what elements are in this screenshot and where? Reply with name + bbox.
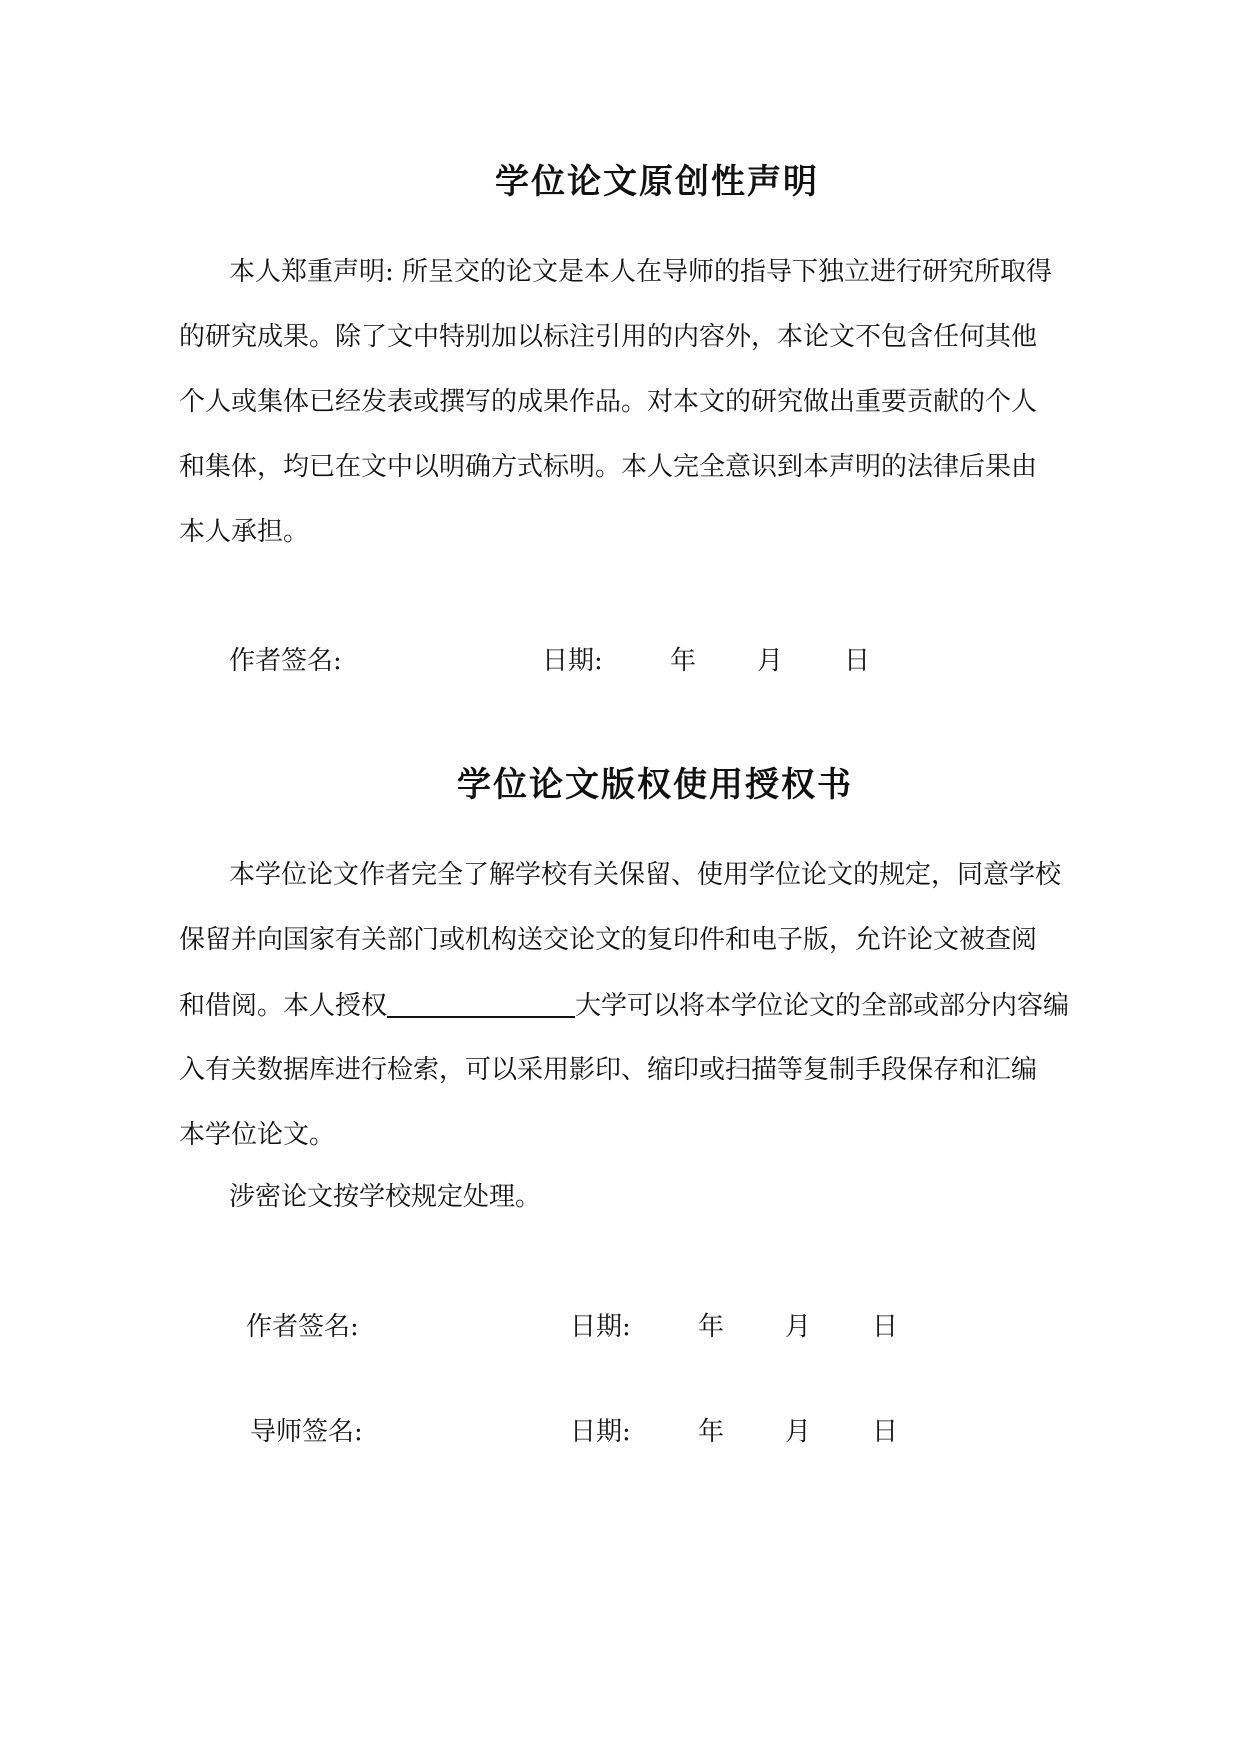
advisor-date-label: 日期: bbox=[570, 1417, 631, 1447]
authorization-line-3-before: 和借阅。本人授权 bbox=[179, 991, 388, 1021]
declaration-line-5: 本人承担。 bbox=[179, 517, 310, 547]
declaration-line-1: 本人郑重声明: 所呈交的论文是本人在导师的指导下独立进行研究所取得 bbox=[229, 257, 1053, 287]
confidential-note: 涉密论文按学校规定处理。 bbox=[229, 1182, 542, 1212]
declaration-year-label: 年 bbox=[670, 646, 697, 676]
advisor-month-label: 月 bbox=[785, 1417, 812, 1447]
authorization-title: 学位论文版权使用授权书 bbox=[457, 765, 853, 805]
authorization-author-day-label: 日 bbox=[872, 1312, 899, 1342]
advisor-signature-label: 导师签名: bbox=[250, 1417, 363, 1447]
authorization-author-signature-label: 作者签名: bbox=[246, 1312, 359, 1342]
authorization-author-date-label: 日期: bbox=[570, 1312, 631, 1342]
authorization-line-4: 入有关数据库进行检索，可以采用影印、缩印或扫描等复制手段保存和汇编 bbox=[179, 1055, 1038, 1085]
authorization-author-year-label: 年 bbox=[698, 1312, 725, 1342]
declaration-title: 学位论文原创性声明 bbox=[495, 162, 819, 202]
advisor-year-label: 年 bbox=[698, 1417, 725, 1447]
authorization-line-2: 保留并向国家有关部门或机构送交论文的复印件和电子版，允许论文被查阅 bbox=[179, 925, 1038, 955]
authorization-line-3-after: 大学可以将本学位论文的全部或部分内容编 bbox=[575, 991, 1070, 1021]
declaration-line-2: 的研究成果。除了文中特别加以标注引用的内容外，本论文不包含任何其他 bbox=[179, 322, 1038, 352]
authorization-line-1: 本学位论文作者完全了解学校有关保留、使用学位论文的规定，同意学校 bbox=[229, 860, 1062, 890]
declaration-month-label: 月 bbox=[757, 646, 784, 676]
authorization-author-month-label: 月 bbox=[785, 1312, 812, 1342]
declaration-day-label: 日 bbox=[844, 646, 871, 676]
authorization-line-5: 本学位论文。 bbox=[179, 1120, 336, 1150]
authorization-line-3 bbox=[179, 988, 1069, 1023]
declaration-author-signature-label: 作者签名: bbox=[229, 646, 342, 676]
advisor-day-label: 日 bbox=[872, 1417, 899, 1447]
declaration-line-4: 和集体，均已在文中以明确方式标明。本人完全意识到本声明的法律后果由 bbox=[179, 452, 1038, 482]
declaration-date-label: 日期: bbox=[542, 646, 603, 676]
university-name-blank[interactable] bbox=[387, 988, 575, 1018]
declaration-line-3: 个人或集体已经发表或撰写的成果作品。对本文的研究做出重要贡献的个人 bbox=[179, 387, 1038, 417]
